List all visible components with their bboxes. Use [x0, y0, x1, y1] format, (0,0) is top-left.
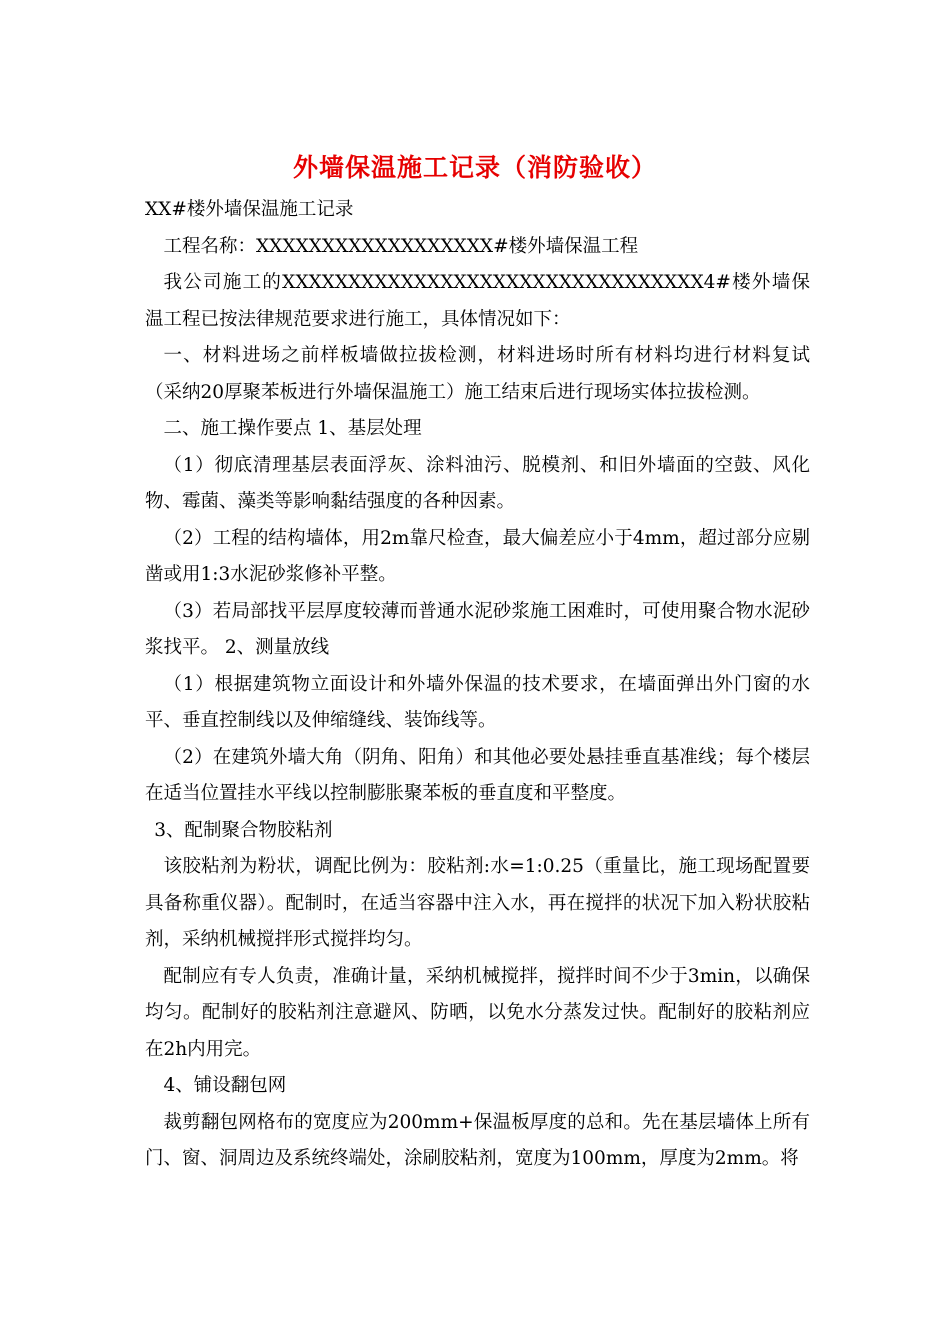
paragraph-datum-lines: （2）在建筑外墙大角（阴角、阳角）和其他必要处悬挂垂直基准线；每个楼层在适当位置挂水平线以控制膨胀聚苯板的垂直度和平整度。: [145, 746, 810, 804]
paragraph-wall-check: （2）工程的结构墙体，用2m靠尺检查，最大偏差应小于4mm，超过部分应剔凿或用1:3水泥砂浆修补平整。: [145, 527, 810, 585]
paragraph-mesh-cutting: 裁剪翻包网格布的宽度应为200mm+保温板厚度的总和。先在基层墙体上所有门、窗、洞周边及系统终端处，涂刷胶粘剂，宽度为100mm，厚度为2mm。将: [145, 1111, 810, 1169]
document-body: [145, 192, 810, 1178]
paragraph-adhesive-heading: 3、配制聚合物胶粘剂: [154, 819, 333, 841]
document-title: 外墙保温施工记录（消防验收）: [292, 153, 657, 182]
paragraph-control-lines: （1）根据建筑物立面设计和外墙外保温的技术要求，在墙面弹出外门窗的水平、垂直控制线以及伸缩缝线、装饰线等。: [145, 673, 810, 731]
paragraph-project-name: 工程名称：XXXXXXXXXXXXXXXXXX#楼外墙保温工程: [163, 235, 639, 257]
paragraph-adhesive-mixing: 配制应有专人负责，准确计量，采纳机械搅拌，搅拌时间不少于3min，以确保均匀。配制好的胶粘剂注意避风、防晒，以免水分蒸发过快。配制好的胶粘剂应在2h内用完。: [145, 965, 810, 1060]
paragraph-material-testing: 一、材料进场之前样板墙做拉拔检测，材料进场时所有材料均进行材料复试（采纳20厚聚苯板进行外墙保温施工）施工结束后进行现场实体拉拔检测。: [145, 345, 810, 403]
paragraph-mesh-heading: 4、铺设翻包网: [163, 1075, 287, 1096]
paragraph-intro: 我公司施工的XXXXXXXXXXXXXXXXXXXXXXXXXXXXXXXX4#楼外墙保温工程已按法律规范要求进行施工，具体情况如下：: [145, 272, 810, 330]
paragraph-construction-points: 二、施工操作要点 1、基层处理: [163, 418, 422, 439]
paragraph-building-record-heading: XX#楼外墙保温施工记录: [145, 199, 354, 220]
paragraph-leveling: （3）若局部找平层厚度较薄而普通水泥砂浆施工困难时，可使用聚合物水泥砂浆找平。 2、测量放线: [145, 600, 810, 658]
paragraph-adhesive-ratio: 该胶粘剂为粉状，调配比例为：胶粘剂:水=1:0.25（重量比，施工现场配置要具备称重仪器）。配制时，在适当容器中注入水，再在搅拌的状况下加入粉状胶粘剂，采纳机械搅拌形式搅拌均匀。: [145, 856, 810, 950]
paragraph-base-cleaning: （1）彻底清理基层表面浮灰、涂料油污、脱模剂、和旧外墙面的空鼓、风化物、霉菌、藻类等影响黏结强度的各种因素。: [145, 454, 810, 512]
